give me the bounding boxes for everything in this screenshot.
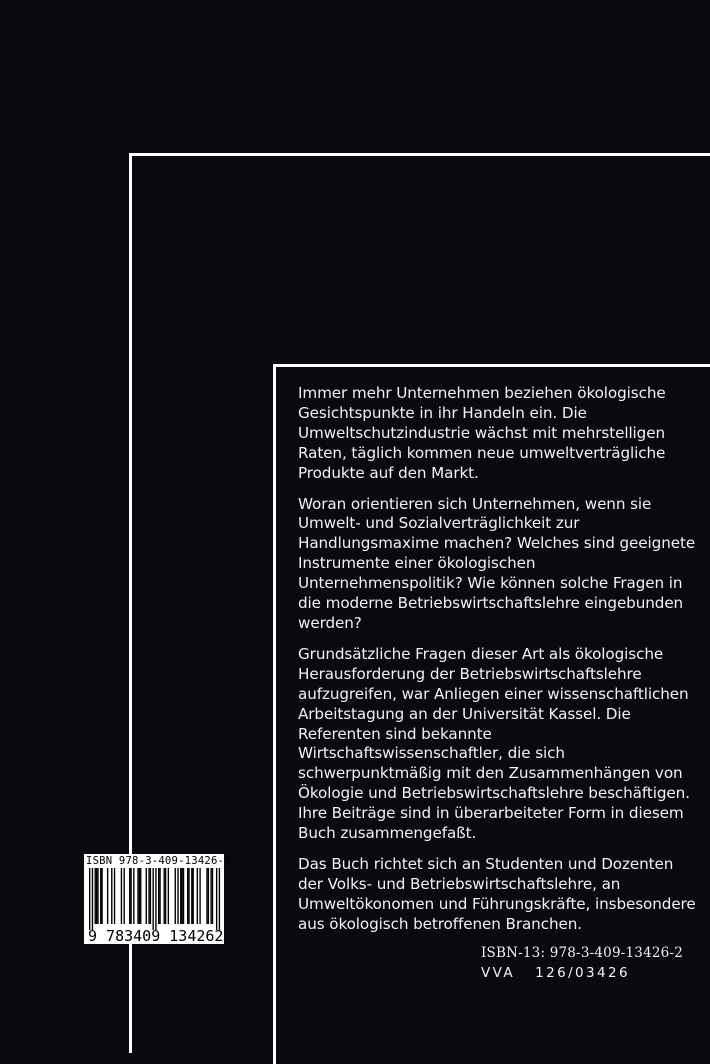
barcode-bar: [96, 868, 97, 924]
barcode-bar: [206, 868, 207, 924]
barcode-bar: [199, 868, 200, 924]
barcode-bar: [146, 868, 147, 924]
barcode-bar: [97, 868, 98, 924]
barcode-bar: [107, 868, 108, 924]
barcode-bar: [114, 868, 115, 924]
barcode-bar: [181, 868, 182, 924]
barcode-bar: [187, 868, 188, 924]
barcode-bar: [188, 868, 189, 924]
barcode-bar: [111, 868, 112, 924]
barcode-bar: [168, 868, 169, 924]
barcode-bar: [101, 868, 102, 924]
barcode-bar: [137, 868, 138, 924]
barcode-bar: [165, 868, 166, 924]
barcode-bar: [150, 868, 151, 924]
barcode-bar: [210, 868, 211, 924]
barcode-bar: [177, 868, 178, 924]
barcode-bar: [133, 868, 134, 924]
barcode-bar: [92, 868, 93, 930]
barcode-bar: [148, 868, 149, 924]
barcode-bar: [212, 868, 213, 924]
barcode-bar: [180, 868, 181, 924]
barcode-bar: [140, 868, 141, 924]
barcode-bar: [175, 868, 176, 924]
barcode-bar: [152, 868, 153, 930]
blurb-paragraph-3: Grundsätzliche Fragen dieser Art als ökologische Herausforderung der Betriebswirtschaftslehre aufzugreifen, war Anliegen einer wissenschaftlichen Arbeitstagung an der Universität Kassel. Die Referenten sind bekannte Wirtschaftswissenschaftler, die sich schwerpunktmäßig mit den Zusammenhängen von Ökologie und Betriebswirtschaftslehre beschäftigen. Ihre Beiträge sind in überarbeiteter Form in diesem Buch zusammengefaßt.: [298, 644, 690, 843]
barcode-bar: [208, 868, 209, 924]
barcode-bar: [164, 868, 165, 924]
barcode-bar: [95, 868, 96, 924]
barcode-bar: [216, 868, 217, 930]
barcode-bar: [193, 868, 194, 924]
barcode-bar: [130, 868, 131, 924]
barcode-bar: [121, 868, 122, 924]
barcode: [84, 854, 231, 945]
barcode-bar: [197, 868, 198, 924]
barcode-bar: [191, 868, 192, 924]
blurb-paragraph-2: Woran orientieren sich Unternehmen, wenn sie Umwelt- und Sozialverträglichkeit zur Handlungsmaxime machen? Welches sind geeignete Instrumente einer ökologischen Unternehmenspolitik? Wie können solche Fragen in die moderne Betriebswirtschaftslehre eingebunden werden?: [298, 494, 696, 632]
vva-number: VVA 126/03426: [481, 965, 630, 981]
barcode-bar: [183, 868, 184, 924]
barcode-bar: [124, 868, 125, 924]
isbn-13-label: ISBN-13: 978-3-409-13426-2: [481, 945, 683, 961]
blurb-paragraph-4: Das Buch richtet sich an Studenten und Dozenten der Volks- und Betriebswirtschaftslehre, an Umweltökonomen und Führungskräfte, insbesondere aus ökologisch betroffenen Branchen.: [298, 854, 696, 933]
barcode-bar: [139, 868, 140, 924]
barcode-bar: [159, 868, 160, 924]
barcode-bar: [155, 868, 156, 930]
barcode-bar: [129, 868, 130, 924]
barcode-bar: [89, 868, 90, 930]
blurb-text: [298, 384, 698, 946]
blurb-paragraph-1: Immer mehr Unternehmen beziehen ökologische Gesichtspunkte in ihr Handeln ein. Die Umweltschutzindustrie wächst mit mehrstelligen Raten, täglich kommen neue umweltverträgliche Produkte auf den Markt.: [298, 384, 666, 482]
barcode-bars: [84, 868, 224, 932]
barcode-bar: [100, 868, 101, 924]
barcode-digits: 9 783409 134262: [88, 927, 224, 945]
barcode-isbn-label: ISBN 978-3-409-13426-2: [86, 855, 231, 867]
barcode-bar: [158, 868, 159, 924]
barcode-bar: [219, 868, 220, 930]
